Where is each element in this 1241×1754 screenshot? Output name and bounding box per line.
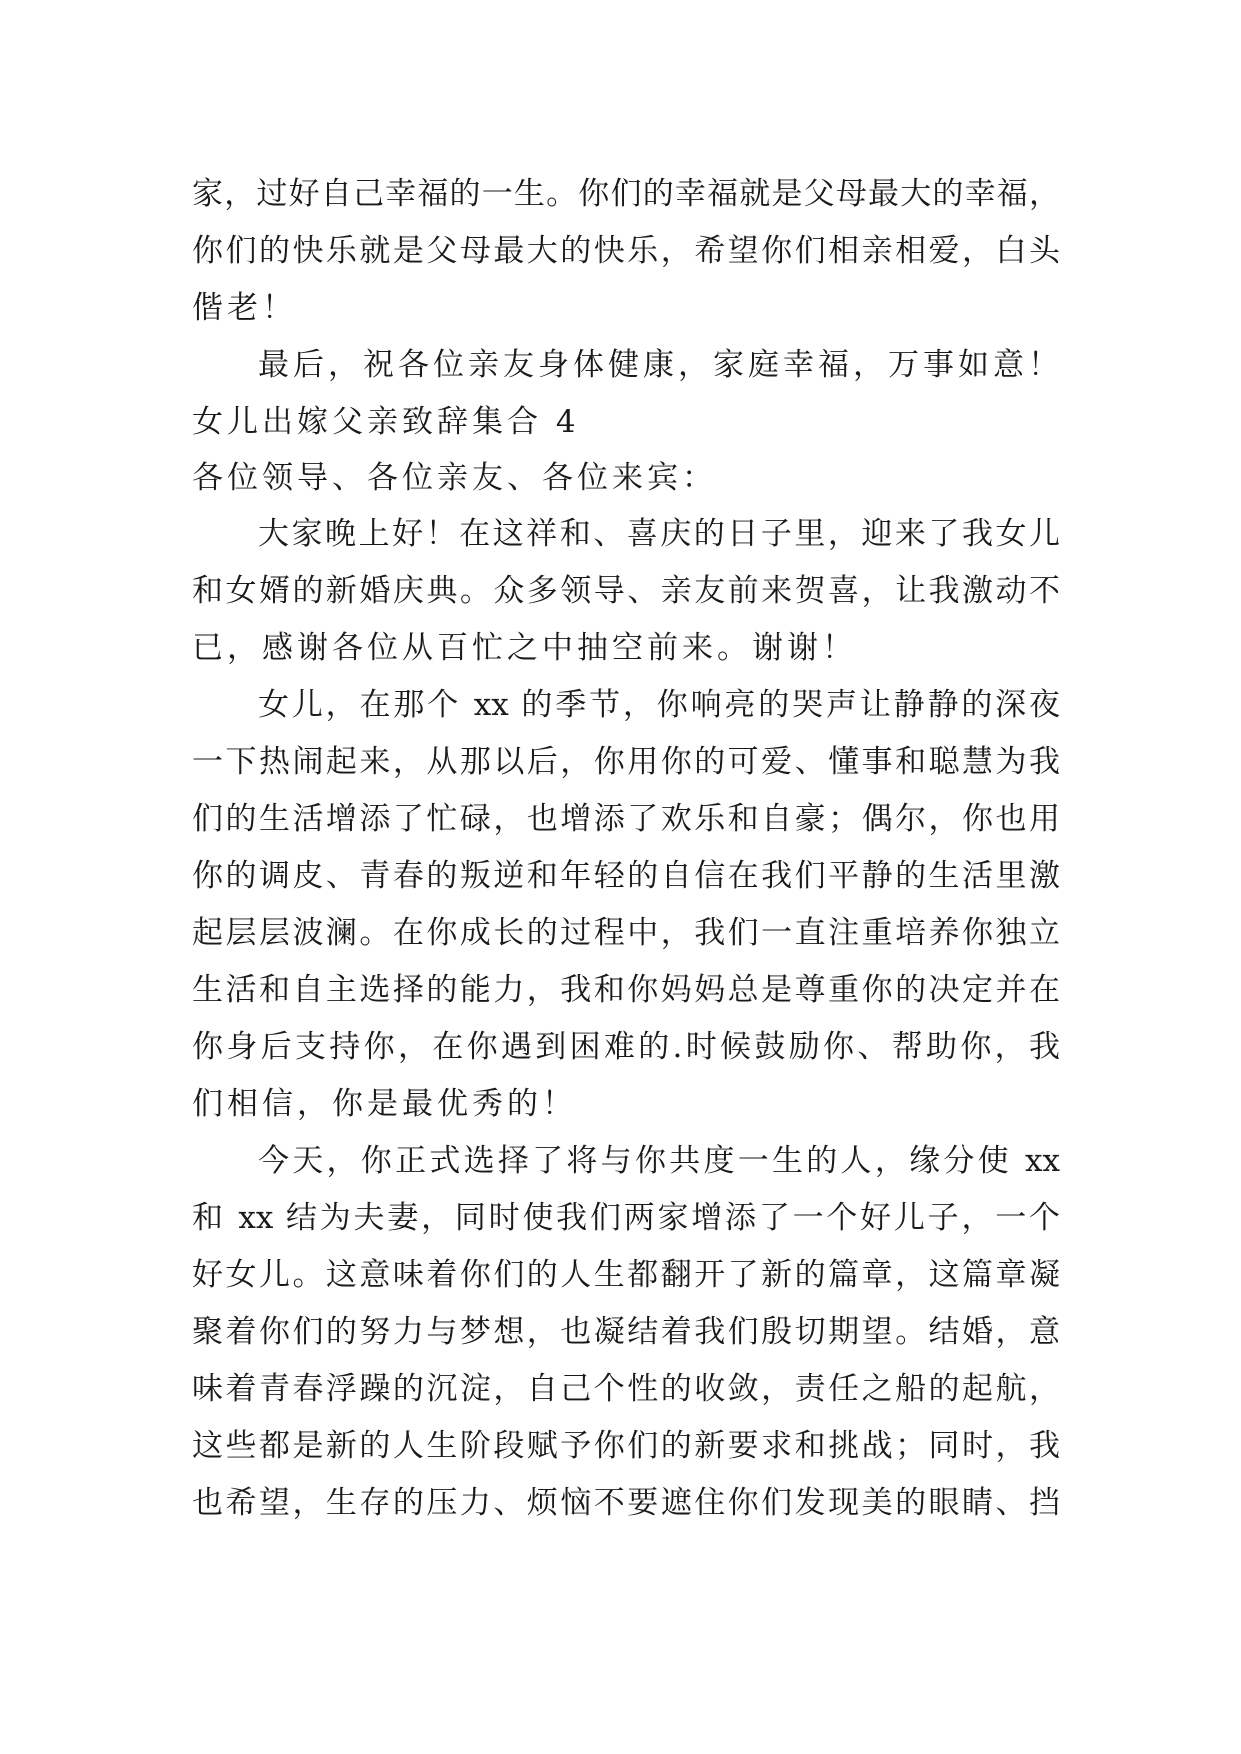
text-line: 这些都是新的人生阶段赋予你们的新要求和挑战；同时，我 [192,1428,1060,1464]
text-line: 你身后支持你，在你遇到困难的.时候鼓励你、帮助你，我 [192,1029,1060,1065]
text-line: 和 xx 结为夫妻，同时使我们两家增添了一个好儿子，一个 [192,1200,1060,1236]
text-line: 你们的快乐就是父母最大的快乐，希望你们相亲相爱，白头 [192,233,1060,269]
text-line: 家，过好自己幸福的一生。你们的幸福就是父母最大的幸福， [192,176,1060,212]
text-line: 好女儿。这意味着你们的人生都翻开了新的篇章，这篇章凝 [192,1257,1060,1293]
text-line: 偕老！ [192,290,297,326]
text-line: 最后，祝各位亲友身体健康，家庭幸福，万事如意！ [258,347,1063,383]
text-line: 也希望，生存的压力、烦恼不要遮住你们发现美的眼睛、挡 [192,1485,1060,1521]
text-line: 大家晚上好！在这祥和、喜庆的日子里，迎来了我女儿 [258,516,1060,552]
text-line: 们的生活增添了忙碌，也增添了欢乐和自豪；偶尔，你也用 [192,801,1060,837]
text-line: 生活和自主选择的能力，我和你妈妈总是尊重你的决定并在 [192,972,1060,1008]
text-line: 今天，你正式选择了将与你共度一生的人，缘分使 xx [258,1143,1060,1179]
text-line: 起层层波澜。在你成长的过程中，我们一直注重培养你独立 [192,915,1060,951]
text-line: 一下热闹起来，从那以后，你用你的可爱、懂事和聪慧为我 [192,744,1060,780]
text-line: 聚着你们的努力与梦想，也凝结着我们殷切期望。结婚，意 [192,1314,1060,1350]
salutation: 各位领导、各位亲友、各位来宾： [192,460,717,496]
section-heading: 女儿出嫁父亲致辞集合 4 [192,404,580,440]
text-line: 女儿，在那个 xx 的季节，你响亮的哭声让静静的深夜 [258,687,1060,723]
document-page [192,166,1063,1532]
text-line: 们相信，你是最优秀的！ [192,1086,577,1122]
text-line: 已，感谢各位从百忙之中抽空前来。谢谢！ [192,630,857,666]
text-line: 和女婿的新婚庆典。众多领导、亲友前来贺喜，让我激动不 [192,573,1060,609]
text-line: 味着青春浮躁的沉淀，自己个性的收敛，责任之船的起航， [192,1371,1060,1407]
text-line: 你的调皮、青春的叛逆和年轻的自信在我们平静的生活里激 [192,858,1060,894]
